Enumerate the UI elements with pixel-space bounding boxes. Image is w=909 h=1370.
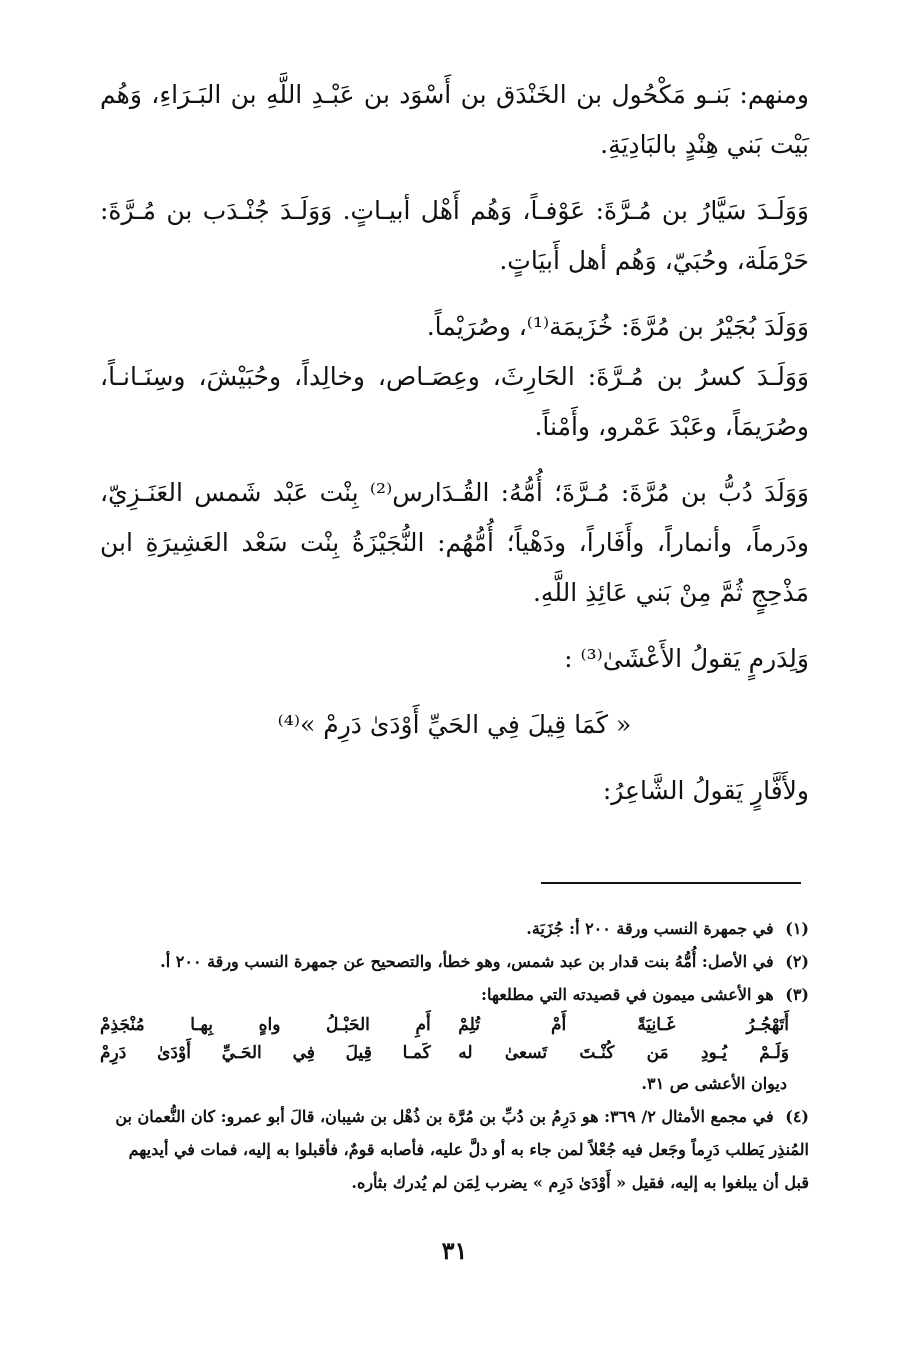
paragraph-dubb: وَوَلَدَ دُبُّ بن مُرَّةَ: مُـرَّةَ؛ أُمُّهُ: القُـدَارس⁽²⁾ بِنْت عَبْد شَمس العَنَـزِيّ، ودَرماً، وأنماراً، وأَفَاراً، ودَهْياً؛ أُمُّهُم: النُّجَيْزَةُ بِنْت سَعْد العَشِيرَةِ ابن مَذْحِجٍ ثُمَّ مِنْ بَني عَائِذِ اللَّهِ. [100, 478, 809, 607]
footnote-1 [100, 912, 809, 945]
paragraph-bujayr: وَوَلَدَ بُجَيْرُ بن مُرَّةَ: خُزَيمَة⁽¹⁾، وصُرَيْماً. [426, 312, 809, 341]
footnote-number: (٢) [785, 952, 809, 971]
paragraph-sayyar: وَوَلَـدَ سَيَّارُ بن مُـرَّةَ: عَوْفـاً، وَهُم أَهْل أبيـاتٍ. وَوَلَـدَ جُنْـدَب بن مُـرَّةَ: حَرْمَلَة، وحُبَيّ، وَهُم أهل أَبيَاتٍ. [100, 196, 809, 275]
footnote-source: ديوان الأعشى ص ٣١. [641, 1074, 787, 1093]
page-number: ٣١ [441, 1236, 468, 1265]
verse-second-hemistich: كَمـا قِيلَ فِي الحَـيِّ أَوْدَىٰ دَرِمْ [100, 1043, 431, 1063]
verse-first-hemistich: أَتَهْجُـرُ غَـانِيَةً أَمْ تُلِمْ [458, 1015, 789, 1035]
footnote-text: في مجمع الأمثال ٢/ ٣٦٩: هو دَرِمُ بن دُبِّ بن مُرَّة بن ذُهْل بن شيبان، قالَ أبو عمرو: كان النُّعمان بن المُنذِر يَطلب دَرِماً وجَعل فيه جُعْلاً لمن جاء به أو دلَّ عليه، فأصابه قومٌ، فأقبلوا به إليه، فمات في أيديهم قبل أن يبلغوا به إليه، فقيل « أَوْدَىٰ دَرِم » يضرب لِمَن لم يُدرك بثأره. [115, 1107, 809, 1192]
footnote-separator [541, 882, 801, 884]
footnote-number: (٣) [785, 985, 809, 1004]
footnote-number: (١) [785, 919, 809, 938]
poem-verse-1 [100, 1011, 789, 1039]
footnote-2 [100, 945, 809, 978]
paragraph-makhul: ومنهم: بَنـو مَكْحُول بن الخَنْدَق بن أَسْوَد بن عَبْـدِ اللَّهِ بن البَـرَاءِ، وَهُم بَيْت بَني هِنْدٍ بالبَادِيَةِ. [100, 80, 809, 159]
footnote-text: في الأصل: أُمُّهُ بنت قدار بن عبد شمس، وهو خطأ، والتصحيح عن جمهرة النسب ورقة ٢٠٠ أ. [160, 952, 774, 971]
paragraph-kisr: وَوَلَـدَ كسرُ بن مُـرَّةَ: الحَارِثَ، وعِصَـاص، وخالِداً، وحُبَيْشَ، وسِنَـانـاً، وصُرَيمَاً، وعَبْدَ عَمْرو، وأَمْناً. [100, 362, 809, 441]
footnote-text: هو الأعشى ميمون في قصيدته التي مطلعها: [481, 985, 774, 1004]
footnote-number: (٤) [785, 1107, 809, 1126]
footnote-3 [100, 978, 809, 1011]
main-text [100, 70, 809, 816]
paragraph-darim-intro: وَلِدَرمٍ يَقولُ الأَعْشَىٰ⁽³⁾ : [564, 644, 809, 673]
footnote-4 [100, 1100, 809, 1199]
verse-second-hemistich: أَمِ الحَبْـلُ واهٍ بِهـا مُنْجَذِمْ [100, 1015, 431, 1035]
verse-first-hemistich: وَلَـمْ يُـودِ مَن كُنْـتَ تَسعىٰ له [458, 1043, 789, 1063]
verse-quote: « كَمَا قِيلَ فِي الحَيِّ أَوْدَىٰ دَرِمْ »⁽⁴⁾ [277, 710, 632, 739]
footnote-text: في جمهرة النسب ورقة ٢٠٠ أ: جُزَيَة. [526, 919, 774, 938]
paragraph-affar: ولأَفَّارٍ يَقولُ الشَّاعِرُ: [602, 776, 809, 805]
footnotes [100, 912, 809, 1199]
poem-verse-2 [100, 1039, 789, 1067]
